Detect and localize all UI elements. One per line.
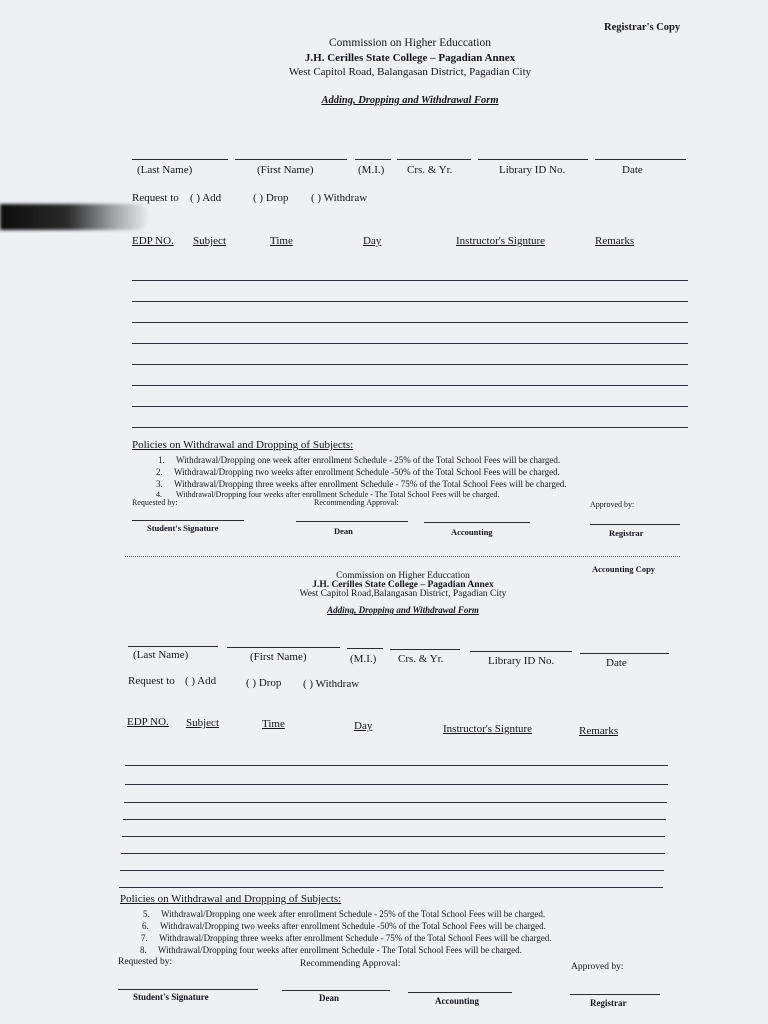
column-remarks: Remarks	[595, 235, 635, 247]
subject-row-line[interactable]	[132, 280, 688, 281]
policy-text: Withdrawal/Dropping four weeks after enrollment Schedule - The Total School Fees will be charged.	[176, 490, 500, 499]
last-name-line[interactable]	[132, 159, 228, 160]
policy-number: 2.	[156, 467, 163, 477]
subject-row-line[interactable]	[125, 765, 668, 766]
mi-line[interactable]	[347, 648, 383, 649]
subject-row-line[interactable]	[123, 819, 666, 820]
field-label-mi: (M.I.)	[358, 164, 385, 176]
request-add-option[interactable]: ( ) Add	[185, 675, 217, 687]
policy-item	[156, 467, 560, 477]
dean-signature-line[interactable]	[296, 521, 408, 522]
policy-number: 8.	[140, 945, 147, 955]
header-address: West Capitol Road, Balangasan District, Pagadian City	[288, 66, 532, 78]
policy-number: 1.	[158, 455, 165, 465]
subject-row-line[interactable]	[132, 343, 688, 344]
policies-title: Policies on Withdrawal and Dropping of Subjects:	[132, 439, 354, 451]
field-label-last-name: (Last Name)	[133, 649, 189, 661]
column-subject: Subject	[186, 717, 219, 729]
policy-number: 7.	[141, 933, 148, 943]
field-label-first-name: (First Name)	[250, 651, 307, 663]
course-year-line[interactable]	[390, 649, 460, 650]
policy-item	[156, 479, 567, 489]
policy-item	[143, 909, 545, 919]
column-time: Time	[262, 718, 285, 730]
signature-label-dean: Dean	[319, 993, 339, 1003]
subject-row-line[interactable]	[132, 301, 688, 302]
policy-text: Withdrawal/Dropping two weeks after enrollment Schedule -50% of the Total School Fees will be charged.	[174, 467, 560, 477]
field-label-date: Date	[622, 164, 643, 176]
copy-label: Accounting Copy	[592, 564, 656, 574]
field-label-library-id: Library ID No.	[499, 164, 566, 176]
last-name-line[interactable]	[128, 646, 218, 647]
column-subject: Subject	[193, 235, 226, 247]
subject-row-line[interactable]	[132, 364, 688, 365]
request-add-option[interactable]: ( ) Add	[190, 192, 222, 204]
subject-row-line[interactable]	[132, 427, 688, 428]
subject-row-line[interactable]	[125, 784, 668, 785]
header-commission: Commission on Higher Educcation	[329, 37, 491, 49]
column-day: Day	[354, 720, 373, 732]
column-instructor-signature: Instructor's Signture	[443, 723, 533, 735]
student-signature-line[interactable]	[132, 520, 244, 521]
subject-row-line[interactable]	[132, 322, 688, 323]
subject-row-line[interactable]	[132, 406, 688, 407]
policy-text: Withdrawal/Dropping three weeks after enrollment Schedule - 75% of the Total School Fees will be charged.	[159, 933, 552, 943]
signature-label-student: Student's Signature	[133, 992, 209, 1002]
field-label-first-name: (First Name)	[257, 164, 314, 176]
policy-text: Withdrawal/Dropping two weeks after enrollment Schedule -50% of the Total School Fees will be charged.	[160, 921, 546, 931]
policy-text: Withdrawal/Dropping three weeks after enrollment Schedule - 75% of the Total School Fees will be charged.	[174, 479, 567, 489]
header-address: West Capitol Road,Balangasan District, Pagadian City	[299, 589, 507, 599]
mi-line[interactable]	[355, 159, 391, 160]
form-title: Adding, Dropping and Withdrawal Form	[321, 95, 499, 106]
recommending-approval-label: Recommending Approval:	[300, 959, 401, 969]
field-label-mi: (M.I.)	[350, 653, 377, 665]
header-college: J.H. Cerilles State College – Pagadian Annex	[304, 52, 516, 64]
policy-text: Withdrawal/Dropping four weeks after enrollment Schedule - The Total School Fees will be charged.	[158, 945, 522, 955]
subject-row-line[interactable]	[119, 887, 663, 888]
column-remarks: Remarks	[579, 725, 619, 737]
policy-item	[158, 455, 560, 465]
registrar-signature-line[interactable]	[570, 994, 660, 995]
request-withdraw-option[interactable]: ( ) Withdraw	[311, 192, 368, 204]
request-withdraw-option[interactable]: ( ) Withdraw	[303, 678, 360, 690]
course-year-line[interactable]	[397, 159, 471, 160]
dean-signature-line[interactable]	[282, 990, 390, 991]
library-id-line[interactable]	[470, 651, 572, 652]
policy-number: 4.	[156, 490, 162, 499]
request-to-label: Request to	[132, 192, 179, 204]
field-label-last-name: (Last Name)	[137, 164, 193, 176]
policy-item	[140, 945, 522, 955]
header-college: J.H. Cerilles State College – Pagadian Annex	[312, 580, 494, 590]
requested-by-label: Requested by:	[132, 498, 178, 507]
policies-title: Policies on Withdrawal and Dropping of Subjects:	[120, 893, 342, 905]
student-signature-line[interactable]	[118, 989, 258, 990]
column-edp-no: EDP NO.	[127, 716, 169, 728]
accounting-signature-line[interactable]	[408, 992, 512, 993]
signature-label-accounting: Accounting	[435, 996, 480, 1006]
scan-smudge	[0, 204, 150, 230]
first-name-line[interactable]	[227, 647, 340, 648]
field-label-course-year: Crs. & Yr.	[407, 164, 453, 176]
form-title: Adding, Dropping and Withdrawal Form	[327, 605, 479, 615]
library-id-line[interactable]	[478, 159, 588, 160]
request-to-label: Request to	[128, 675, 175, 687]
copy-label: Registrar's Copy	[604, 22, 681, 33]
subject-row-line[interactable]	[120, 870, 664, 871]
first-name-line[interactable]	[235, 159, 347, 160]
field-label-library-id: Library ID No.	[488, 655, 555, 667]
header-commission: Commission on Higher Educcation	[336, 571, 470, 581]
request-drop-option[interactable]: ( ) Drop	[246, 677, 282, 689]
subject-row-line[interactable]	[124, 802, 667, 803]
column-time: Time	[270, 235, 293, 247]
policy-item	[142, 921, 546, 931]
policy-number: 6.	[142, 921, 149, 931]
cut-line-divider	[125, 556, 680, 557]
policy-text: Withdrawal/Dropping one week after enrollment Schedule - 25% of the Total School Fees will be charged.	[161, 909, 546, 919]
column-day: Day	[363, 235, 382, 247]
date-line[interactable]	[580, 653, 669, 654]
policy-item	[141, 933, 552, 943]
field-label-course-year: Crs. & Yr.	[398, 653, 444, 665]
registrar-signature-line[interactable]	[590, 524, 680, 525]
signature-label-accounting: Accounting	[451, 527, 493, 537]
subject-row-line[interactable]	[121, 853, 665, 854]
date-line[interactable]	[595, 159, 686, 160]
approved-by-label: Approved by:	[590, 500, 635, 509]
subject-row-line[interactable]	[132, 385, 688, 386]
subject-row-line[interactable]	[122, 836, 665, 837]
field-label-date: Date	[606, 657, 627, 669]
policy-text: Withdrawal/Dropping one week after enrollment Schedule - 25% of the Total School Fees will be charged.	[176, 455, 561, 465]
policy-number: 5.	[143, 909, 150, 919]
accounting-signature-line[interactable]	[424, 522, 530, 523]
requested-by-label: Requested by:	[118, 957, 173, 967]
request-drop-option[interactable]: ( ) Drop	[253, 192, 289, 204]
approved-by-label: Approved by:	[571, 962, 624, 972]
column-instructor-signature: Instructor's Signture	[456, 235, 546, 247]
signature-label-dean: Dean	[334, 526, 353, 536]
column-edp-no: EDP NO.	[132, 235, 174, 247]
signature-label-student: Student's Signature	[147, 523, 219, 533]
policy-number: 3.	[156, 479, 163, 489]
signature-label-registrar: Registrar	[609, 528, 644, 538]
recommending-approval-label: Recommending Approval:	[314, 498, 399, 507]
signature-label-registrar: Registrar	[590, 998, 627, 1008]
